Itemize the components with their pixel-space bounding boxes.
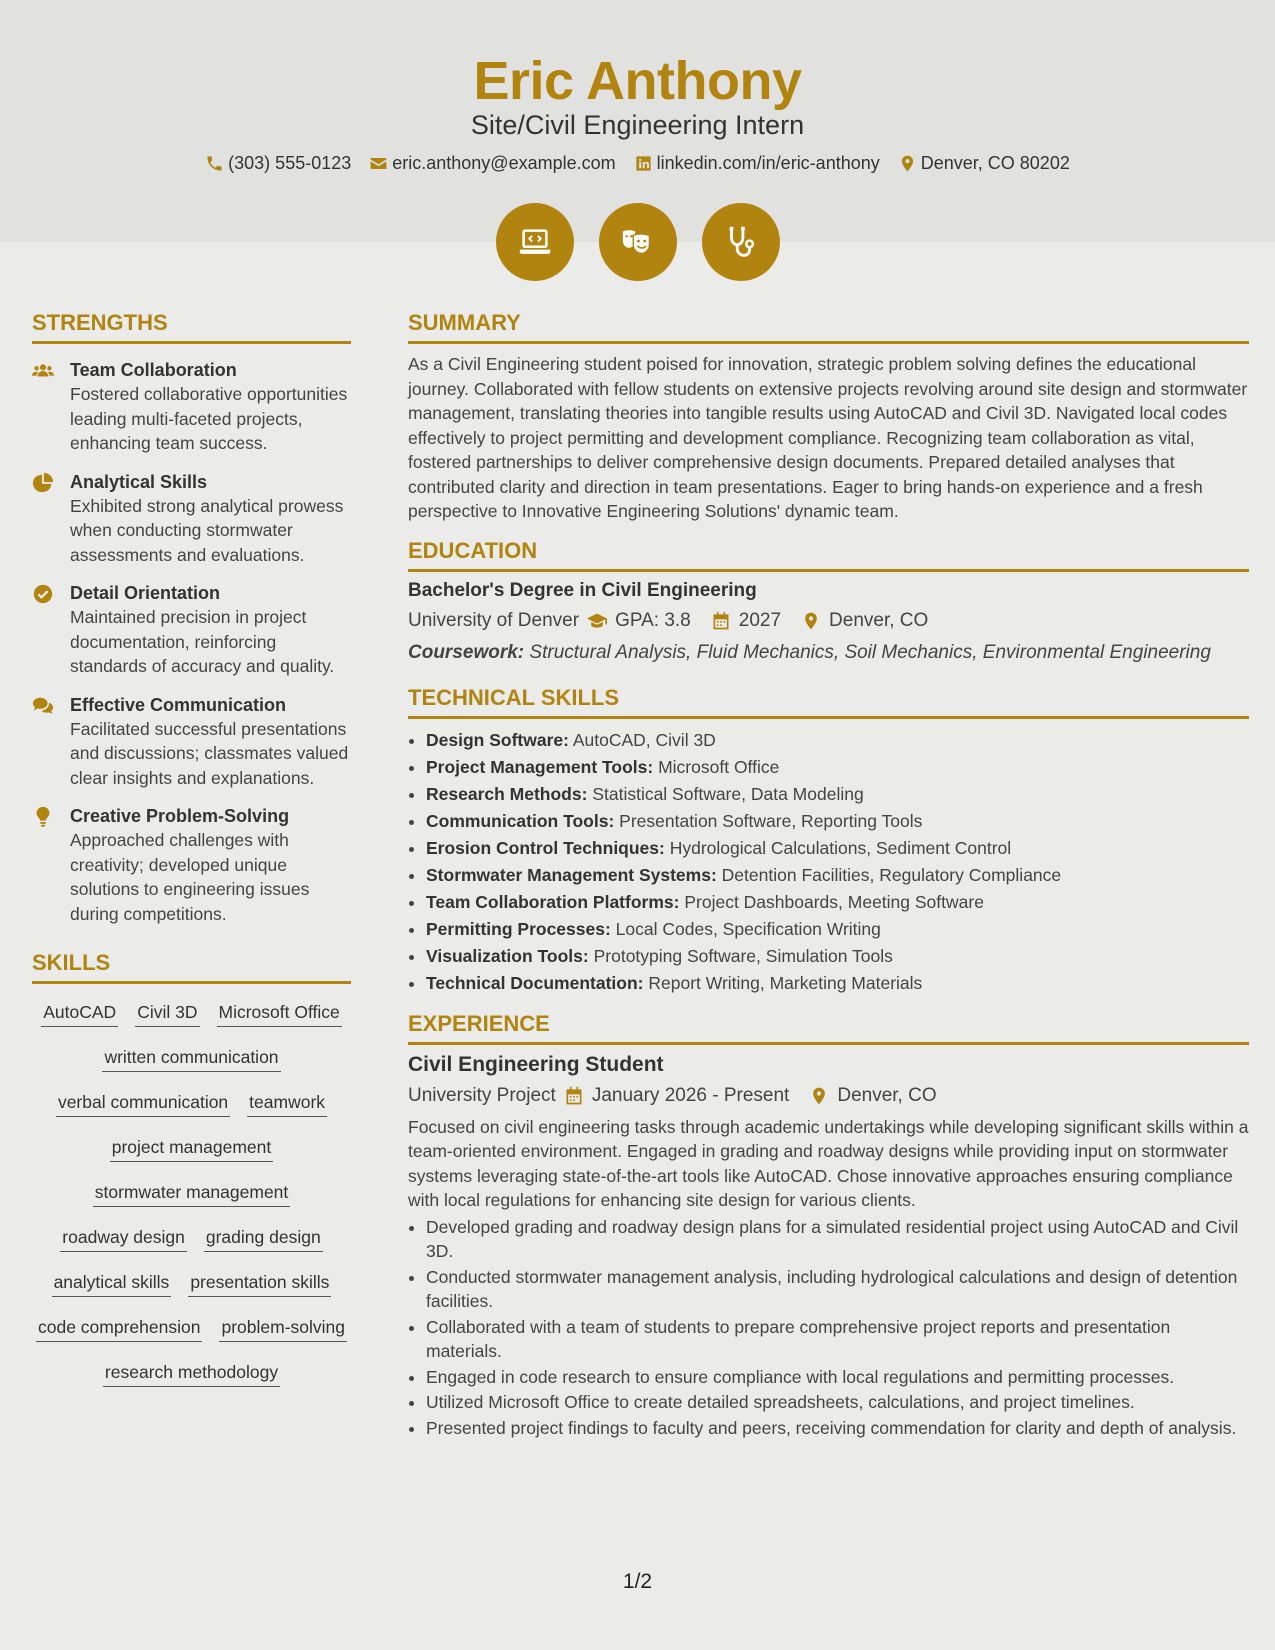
skills-tags [32,1001,351,1387]
skill-tag: presentation skills [188,1271,331,1297]
list-item: • Stormwater Management Systems: Detention Facilities, Regulatory Compliance [426,862,1249,889]
graduation-year: 2027 [738,609,782,631]
skill-tag: grading design [204,1226,323,1252]
calendar-icon [564,1086,584,1106]
strength-title: Team Collaboration [70,360,237,380]
strength-item [32,581,351,679]
skill-tag: problem-solving [219,1316,347,1342]
list-item: • Design Software: AutoCAD, Civil 3D [426,727,1249,754]
skills-heading: SKILLS [32,950,351,984]
hobby-icons [0,203,1275,281]
map-marker-icon [898,154,917,173]
experience-details [408,1085,1249,1107]
summary-heading: SUMMARY [408,310,1249,344]
hobby-medical [702,203,780,281]
chart-pie-icon [32,472,54,494]
skill-tag: code comprehension [36,1316,202,1342]
phone-text: (303) 555-0123 [228,153,352,173]
coursework-label: Coursework: [408,641,525,663]
left-column [32,310,351,1387]
strength-desc: Exhibited strong analytical prowess when conducting stormwater assessments and evaluations. [70,495,344,565]
list-item: • Developed grading and roadway design plans for a simulated residential project using AutoCAD and Civil 3D. [426,1215,1249,1264]
experience-bullets [408,1215,1249,1441]
experience-heading: EXPERIENCE [408,1011,1249,1045]
skill-tag: stormwater management [93,1181,291,1207]
hobby-laptop-code [496,203,574,281]
skill-tag: research methodology [103,1361,280,1387]
list-item: • Utilized Microsoft Office to create detailed spreadsheets, calculations, and project timelines. [426,1390,1249,1415]
experience-org: University Project [408,1084,556,1106]
right-column [408,310,1249,1441]
technical-skills-heading: TECHNICAL SKILLS [408,685,1249,719]
experience-role: Civil Engineering Student [408,1052,664,1076]
theater-masks-icon [619,223,657,261]
email-text: eric.anthony@example.com [392,153,616,173]
experience-dates: January 2026 - Present [591,1084,790,1106]
skill-tag: AutoCAD [41,1001,118,1027]
linkedin-text: linkedin.com/in/eric-anthony [656,153,880,173]
strength-title: Analytical Skills [70,471,208,492]
list-item: • Project Management Tools: Microsoft Office [426,754,1249,781]
list-item: • Engaged in code research to ensure compliance with local regulations and permitting processes. [426,1365,1249,1390]
skill-tag: Microsoft Office [217,1001,342,1027]
graduation-cap-icon [587,611,607,631]
gpa: GPA: 3.8 [615,609,691,631]
list-item: • Conducted stormwater management analysis, including hydrological calculations and design of detention facilities. [426,1265,1249,1314]
contact-phone[interactable] [205,153,351,174]
strength-title: Detail Orientation [70,583,221,603]
list-item: • Presented project findings to faculty and peers, receiving commendation for clarity and depth of analysis. [426,1416,1249,1441]
contact-location [898,153,1070,174]
list-item: • Communication Tools: Presentation Software, Reporting Tools [426,808,1249,835]
degree-name: Bachelor's Degree in Civil Engineering [408,579,757,601]
skill-tag: project management [110,1136,274,1162]
list-item: • Collaborated with a team of students to prepare comprehensive project reports and presentation materials. [426,1315,1249,1364]
list-item: • Permitting Processes: Local Codes, Specification Writing [426,916,1249,943]
strength-item [32,358,351,456]
coursework-list: Structural Analysis, Fluid Mechanics, Soil Mechanics, Environmental Engineering [529,641,1211,663]
laptop-code-icon [516,223,554,261]
envelope-icon [369,154,388,173]
strength-item [32,470,351,568]
skill-tag: roadway design [60,1226,187,1252]
strength-item [32,804,351,926]
lightbulb-icon [32,806,54,828]
education-heading: EDUCATION [408,538,1249,572]
skill-tag: Civil 3D [135,1001,199,1027]
strength-item [32,693,351,791]
hobby-theater [599,203,677,281]
skill-tag: verbal communication [56,1091,230,1117]
strength-desc: Maintained precision in project documentation, reinforcing standards of accuracy and quality. [70,607,335,676]
job-title: Site/Civil Engineering Intern [470,110,805,140]
school-location: Denver, CO [829,609,929,631]
stethoscope-icon [722,223,760,261]
contact-row [0,153,1275,174]
contact-email[interactable] [369,153,615,174]
location-text: Denver, CO 80202 [920,153,1070,173]
users-icon [32,360,54,382]
technical-skills-list [408,727,1249,997]
school-name: University of Denver [408,609,580,631]
map-marker-icon [801,611,821,631]
calendar-icon [711,611,731,631]
skill-tag: written communication [102,1046,280,1072]
linkedin-icon [634,154,653,173]
strength-desc: Fostered collaborative opportunities leading multi-faceted projects, enhancing team success. [70,384,348,453]
strength-desc: Approached challenges with creativity; developed unique solutions to engineering issues during competitions. [70,830,310,924]
education-details [408,610,1249,632]
strength-desc: Facilitated successful presentations and discussions; classmates valued clear insights and explanations. [70,718,349,788]
coursework [408,640,1249,665]
list-item: • Erosion Control Techniques: Hydrological Calculations, Sediment Control [426,835,1249,862]
contact-linkedin[interactable] [634,153,880,174]
summary-text: As a Civil Engineering student poised for innovation, strategic problem solving defines the educational journey. Collaborated with fellow students on extensive projects revolving around site design and stormwater management, translating theories into tangible results using AutoCAD and Civil 3D. Navigated local codes effectively to project permitting and development compliance. Recognizing team collaboration as vital, fostered partnerships to deliver comprehensive design documents. Prepared detailed analyses that contributed clarity and direction in team presentations. Eager to bring hands-on experience and a fresh perspective to Innovative Engineering Solutions' dynamic team. [408,354,1248,521]
check-circle-icon [32,583,54,605]
strengths-heading: STRENGTHS [32,310,351,344]
strength-title: Effective Communication [70,694,287,715]
experience-location: Denver, CO [837,1084,937,1106]
list-item: • Research Methods: Statistical Software, Data Modeling [426,781,1249,808]
experience-description: Focused on civil engineering tasks through academic undertakings while developing significant skills within a team-oriented environment. Engaged in grading and roadway designs while providing input on stormwater systems leveraging state-of-the-art tools like AutoCAD. Chose innovative approaches ensuring compliance with local regulations for enhancing site design for various clients. [408,1116,1249,1210]
page-number: 1/2 [622,1570,653,1593]
skill-tag: teamwork [247,1091,327,1117]
strength-title: Creative Problem-Solving [70,806,290,826]
phone-icon [205,154,224,173]
list-item: • Technical Documentation: Report Writing, Marketing Materials [426,970,1249,997]
list-item: • Team Collaboration Platforms: Project Dashboards, Meeting Software [426,889,1249,916]
candidate-name: Eric Anthony [473,51,802,111]
list-item: • Visualization Tools: Prototyping Software, Simulation Tools [426,943,1249,970]
skill-tag: analytical skills [52,1271,172,1297]
comments-icon [32,695,54,717]
map-marker-icon [809,1086,829,1106]
